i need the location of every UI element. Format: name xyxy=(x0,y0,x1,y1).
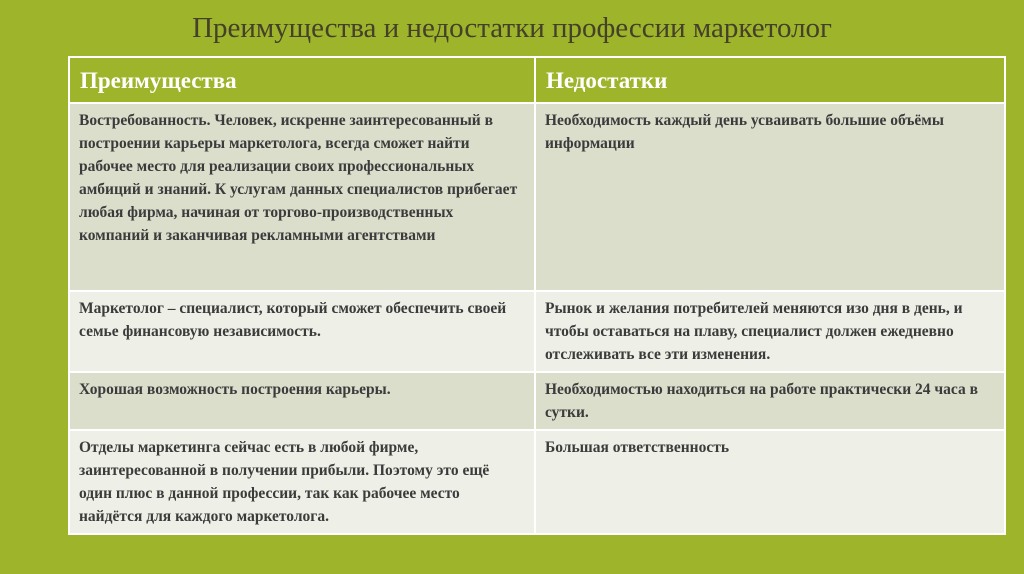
pro-cell: Маркетолог – специалист, который сможет обеспечить своей семье финансовую независимость. xyxy=(69,291,535,372)
slide-title: Преимущества и недостатки профессии маркетолог xyxy=(192,12,832,44)
con-cell: Большая ответственность xyxy=(535,430,1005,534)
table-row xyxy=(69,372,1005,430)
table-row xyxy=(69,430,1005,534)
table-row xyxy=(69,291,1005,372)
pro-cell: Хорошая возможность построения карьеры. xyxy=(69,372,535,430)
table-header-row xyxy=(69,57,1005,103)
pro-cell: Отделы маркетинга сейчас есть в любой фирме, заинтересованной в получении прибыли. Поэтому это ещё один плюс в данной профессии, так как рабочее место найдётся для каждого маркетолога. xyxy=(69,430,535,534)
con-cell: Необходимостью находиться на работе практически 24 часа в сутки. xyxy=(535,372,1005,430)
con-cell: Необходимость каждый день усваивать большие объёмы информации xyxy=(535,103,1005,291)
table-row xyxy=(69,103,1005,291)
header-cons: Недостатки xyxy=(535,57,1005,103)
con-cell: Рынок и желания потребителей меняются изо дня в день, и чтобы оставаться на плаву, специалист должен ежедневно отслеживать все эти изменения. xyxy=(535,291,1005,372)
pros-cons-table xyxy=(68,56,1004,535)
pro-cell: Востребованность. Человек, искренне заинтересованный в построении карьеры маркетолога, всегда сможет найти рабочее место для реализации своих профессиональных амбиций и знаний. К услугам данных специалистов прибегает любая фирма, начиная от торгово-производственных компаний и заканчивая рекламными агентствами xyxy=(69,103,535,291)
header-pros: Преимущества xyxy=(69,57,535,103)
